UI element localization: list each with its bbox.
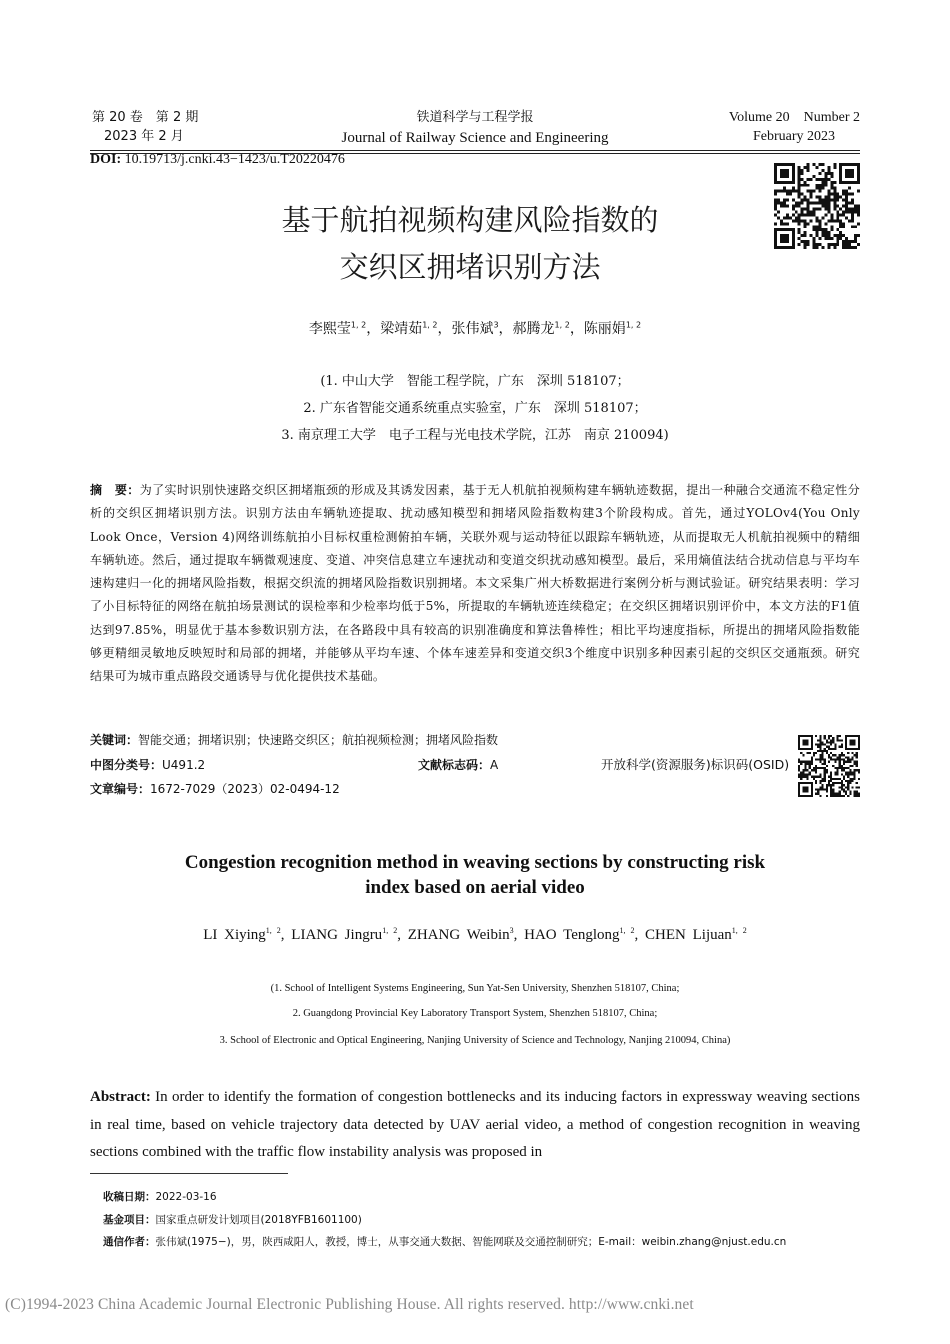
affiliation-en-2: 2. Guangdong Provincial Key Laboratory Transport System, Shenzhen 518107, China; <box>292 1008 658 1019</box>
author-cn-separator: ， <box>569 321 584 337</box>
keywords-cn <box>90 729 498 751</box>
author-cn-affiliation-mark: 3 <box>493 320 499 330</box>
author-en-affiliation-mark: 1, 2 <box>619 926 635 935</box>
author-cn-name: 张伟斌 <box>451 321 494 337</box>
affiliation-cn-2: 2. 广东省智能交通系统重点实验室，广东 深圳 518107； <box>303 401 647 416</box>
author-cn-separator: ， <box>498 321 513 337</box>
footnote-corresponding <box>103 1234 786 1250</box>
title-cn-line2: 交织区拥堵识别方法 <box>339 250 601 284</box>
abstract-cn-label: 摘 要： <box>90 483 140 497</box>
author-en-separator: , <box>513 927 525 943</box>
doi-label: DOI: <box>90 152 122 167</box>
footnote-rule <box>90 1173 288 1174</box>
title-en <box>120 850 830 900</box>
doc-code-value: A <box>490 758 499 772</box>
author-cn-name: 郝腾龙 <box>512 321 555 337</box>
author-en-name: CHEN Lijuan <box>645 927 732 943</box>
footnote-received <box>103 1189 217 1205</box>
author-en-affiliation-mark: 1, 2 <box>382 926 398 935</box>
footnote-corresponding-text: 张伟斌(1975−)，男，陕西咸阳人，教授，博士，从事交通大数据、智能网联及交通控制研究；E-mail：weibin.zhang@njust.edu.cn <box>155 1236 787 1248</box>
footnote-funding-text: 国家重点研发计划项目(2018YFB1601100) <box>155 1214 362 1226</box>
author-en-separator: , <box>634 927 646 943</box>
abstract-cn <box>90 479 860 689</box>
authors-en <box>90 926 860 944</box>
author-en-name: LIANG Jingru <box>291 927 383 943</box>
header-date-en: February 2023 <box>752 129 835 144</box>
author-cn-affiliation-mark: 1, 2 <box>625 320 642 330</box>
abstract-en-label: Abstract: <box>90 1089 151 1105</box>
footnote-funding <box>103 1212 362 1228</box>
author-en-separator: , <box>280 927 292 943</box>
footnote-received-label: 收稿日期： <box>103 1191 156 1203</box>
title-cn-line1: 基于航拍视频构建风险指数的 <box>281 203 659 237</box>
article-number-label: 文章编号： <box>90 782 151 796</box>
abstract-en <box>90 1084 860 1167</box>
affiliation-en-1: (1. School of Intelligent Systems Engineering, Sun Yat-Sen University, Shenzhen 518107, China; <box>270 983 680 994</box>
doc-code-label: 文献标志码： <box>418 758 491 772</box>
doi[interactable] <box>90 152 345 168</box>
title-en-line1: Congestion recognition method in weaving sections by constructing risk <box>184 852 766 873</box>
clc-label: 中图分类号： <box>90 758 163 772</box>
author-en-affiliation-mark: 1, 2 <box>265 926 281 935</box>
affiliation-en-3: 3. School of Electronic and Optical Engineering, Nanjing University of Science and Technology, Nanjing 210094, China) <box>219 1035 731 1046</box>
abstract-en-text: In order to identify the formation of congestion bottlenecks and its inducing factors in expressway weaving sections in real time, based on vehicle trajectory data detected by UAV aerial video, a method of congestion recognition in weaving sections combined with the traffic flow instability analysis was proposed in <box>90 1089 860 1160</box>
footnote-corresponding-label: 通信作者： <box>103 1236 156 1248</box>
header-volume-cn: 第 20 卷 第 2 期 <box>92 110 199 125</box>
author-cn-name: 李熙莹 <box>308 321 351 337</box>
author-en-name: ZHANG Weibin <box>407 927 510 943</box>
author-cn-name: 陈丽娟 <box>583 321 626 337</box>
copyright-notice: (C)1994-2023 China Academic Journal Electronic Publishing House. All rights reserved. http://www.cnki.net <box>5 1296 694 1313</box>
author-cn-separator: ， <box>437 321 452 337</box>
author-cn-separator: ， <box>366 321 381 337</box>
osid-qr-code-icon[interactable] <box>798 735 860 797</box>
author-en-name: HAO Tenglong <box>524 927 620 943</box>
clc-number <box>90 754 205 776</box>
article-number-value: 1672-7029（2023）02-0494-12 <box>150 782 340 796</box>
header-journal-cn: 铁道科学与工程学报 <box>416 110 534 125</box>
author-cn-affiliation-mark: 1, 2 <box>422 320 438 330</box>
author-en-affiliation-mark: 1, 2 <box>731 926 747 935</box>
author-cn-affiliation-mark: 1, 2 <box>350 320 367 330</box>
osid-label: 开放科学(资源服务)标识码(OSID) <box>601 757 790 772</box>
header-rule-top <box>90 150 860 151</box>
affiliation-cn-1: (1. 中山大学 智能工程学院，广东 深圳 518107； <box>320 374 630 389</box>
header-volume-en: Volume 20 Number 2 <box>728 110 860 125</box>
author-en-separator: , <box>397 927 408 943</box>
document-code <box>418 754 498 776</box>
author-en-name: LI Xiying <box>203 927 266 943</box>
author-cn-affiliation-mark: 1, 2 <box>554 320 570 330</box>
doi-value: 10.19713/j.cnki.43−1423/u.T20220476 <box>121 152 345 167</box>
keywords-cn-text: 智能交通；拥堵识别；快速路交织区；航拍视频检测；拥堵风险指数 <box>138 733 499 747</box>
affiliation-cn-3: 3. 南京理工大学 电子工程与光电技术学院，江苏 南京 210094) <box>281 428 669 443</box>
abstract-cn-text: 为了实时识别快速路交织区拥堵瓶颈的形成及其诱发因素，基于无人机航拍视频构建车辆轨迹数据，提出一种融合交通流不稳定性分析的交织区拥堵识别方法。识别方法由车辆轨迹提取、扰动感知模型和拥堵风险指数构建3个阶段构成。首先，通过YOLOv4(You Only Look Once，Version 4)网络训练航拍小目标权重检测俯拍车辆，关联外观与运动特征以跟踪车辆轨迹，从而提取无人机航拍视频中的精细车辆轨迹。然后，通过提取车辆微观速度、变道、冲突信息建立车速扰动和变道交织扰动感知模型。最后，采用熵值法结合扰动信息与平均车速构建归一化的拥堵风险指数，根据交织流的拥堵风险指数识别拥堵。本文采集广州大桥数据进行案例分析与测试验证。研究结果表明：学习了小目标特征的网络在航拍场景测试的误检率和少检率均低于5%，所提取的车辆轨迹连续稳定；在交织区拥堵识别评价中，本文方法的F1值达到97.85%，明显优于基本参数识别方法，在各路段中具有较高的识别准确度和算法鲁棒性；相比平均速度指标，所提出的拥堵风险指数能够更精细灵敏地反映短时和局部的拥堵，并能够从平均车速、个体车速差异和变道交织3个维度中识别多种因素引起的交织区交通瓶颈。研究结果可为城市重点路段交通诱导与优化提供技术基础。 <box>90 483 860 684</box>
author-en-affiliation-mark: 3 <box>509 926 514 935</box>
keywords-cn-label: 关键词： <box>90 733 139 747</box>
authors-cn <box>90 318 860 338</box>
title-en-line2: index based on aerial video <box>365 877 585 898</box>
footnote-funding-label: 基金项目： <box>103 1214 156 1226</box>
header-date-cn: 2023 年 2 月 <box>104 129 184 144</box>
clc-value: U491.2 <box>162 758 206 772</box>
article-number <box>90 778 340 800</box>
footnote-received-text: 2022-03-16 <box>155 1191 217 1203</box>
header-journal-en: Journal of Railway Science and Engineering <box>341 130 609 146</box>
author-cn-name: 梁靖茹 <box>380 321 423 337</box>
